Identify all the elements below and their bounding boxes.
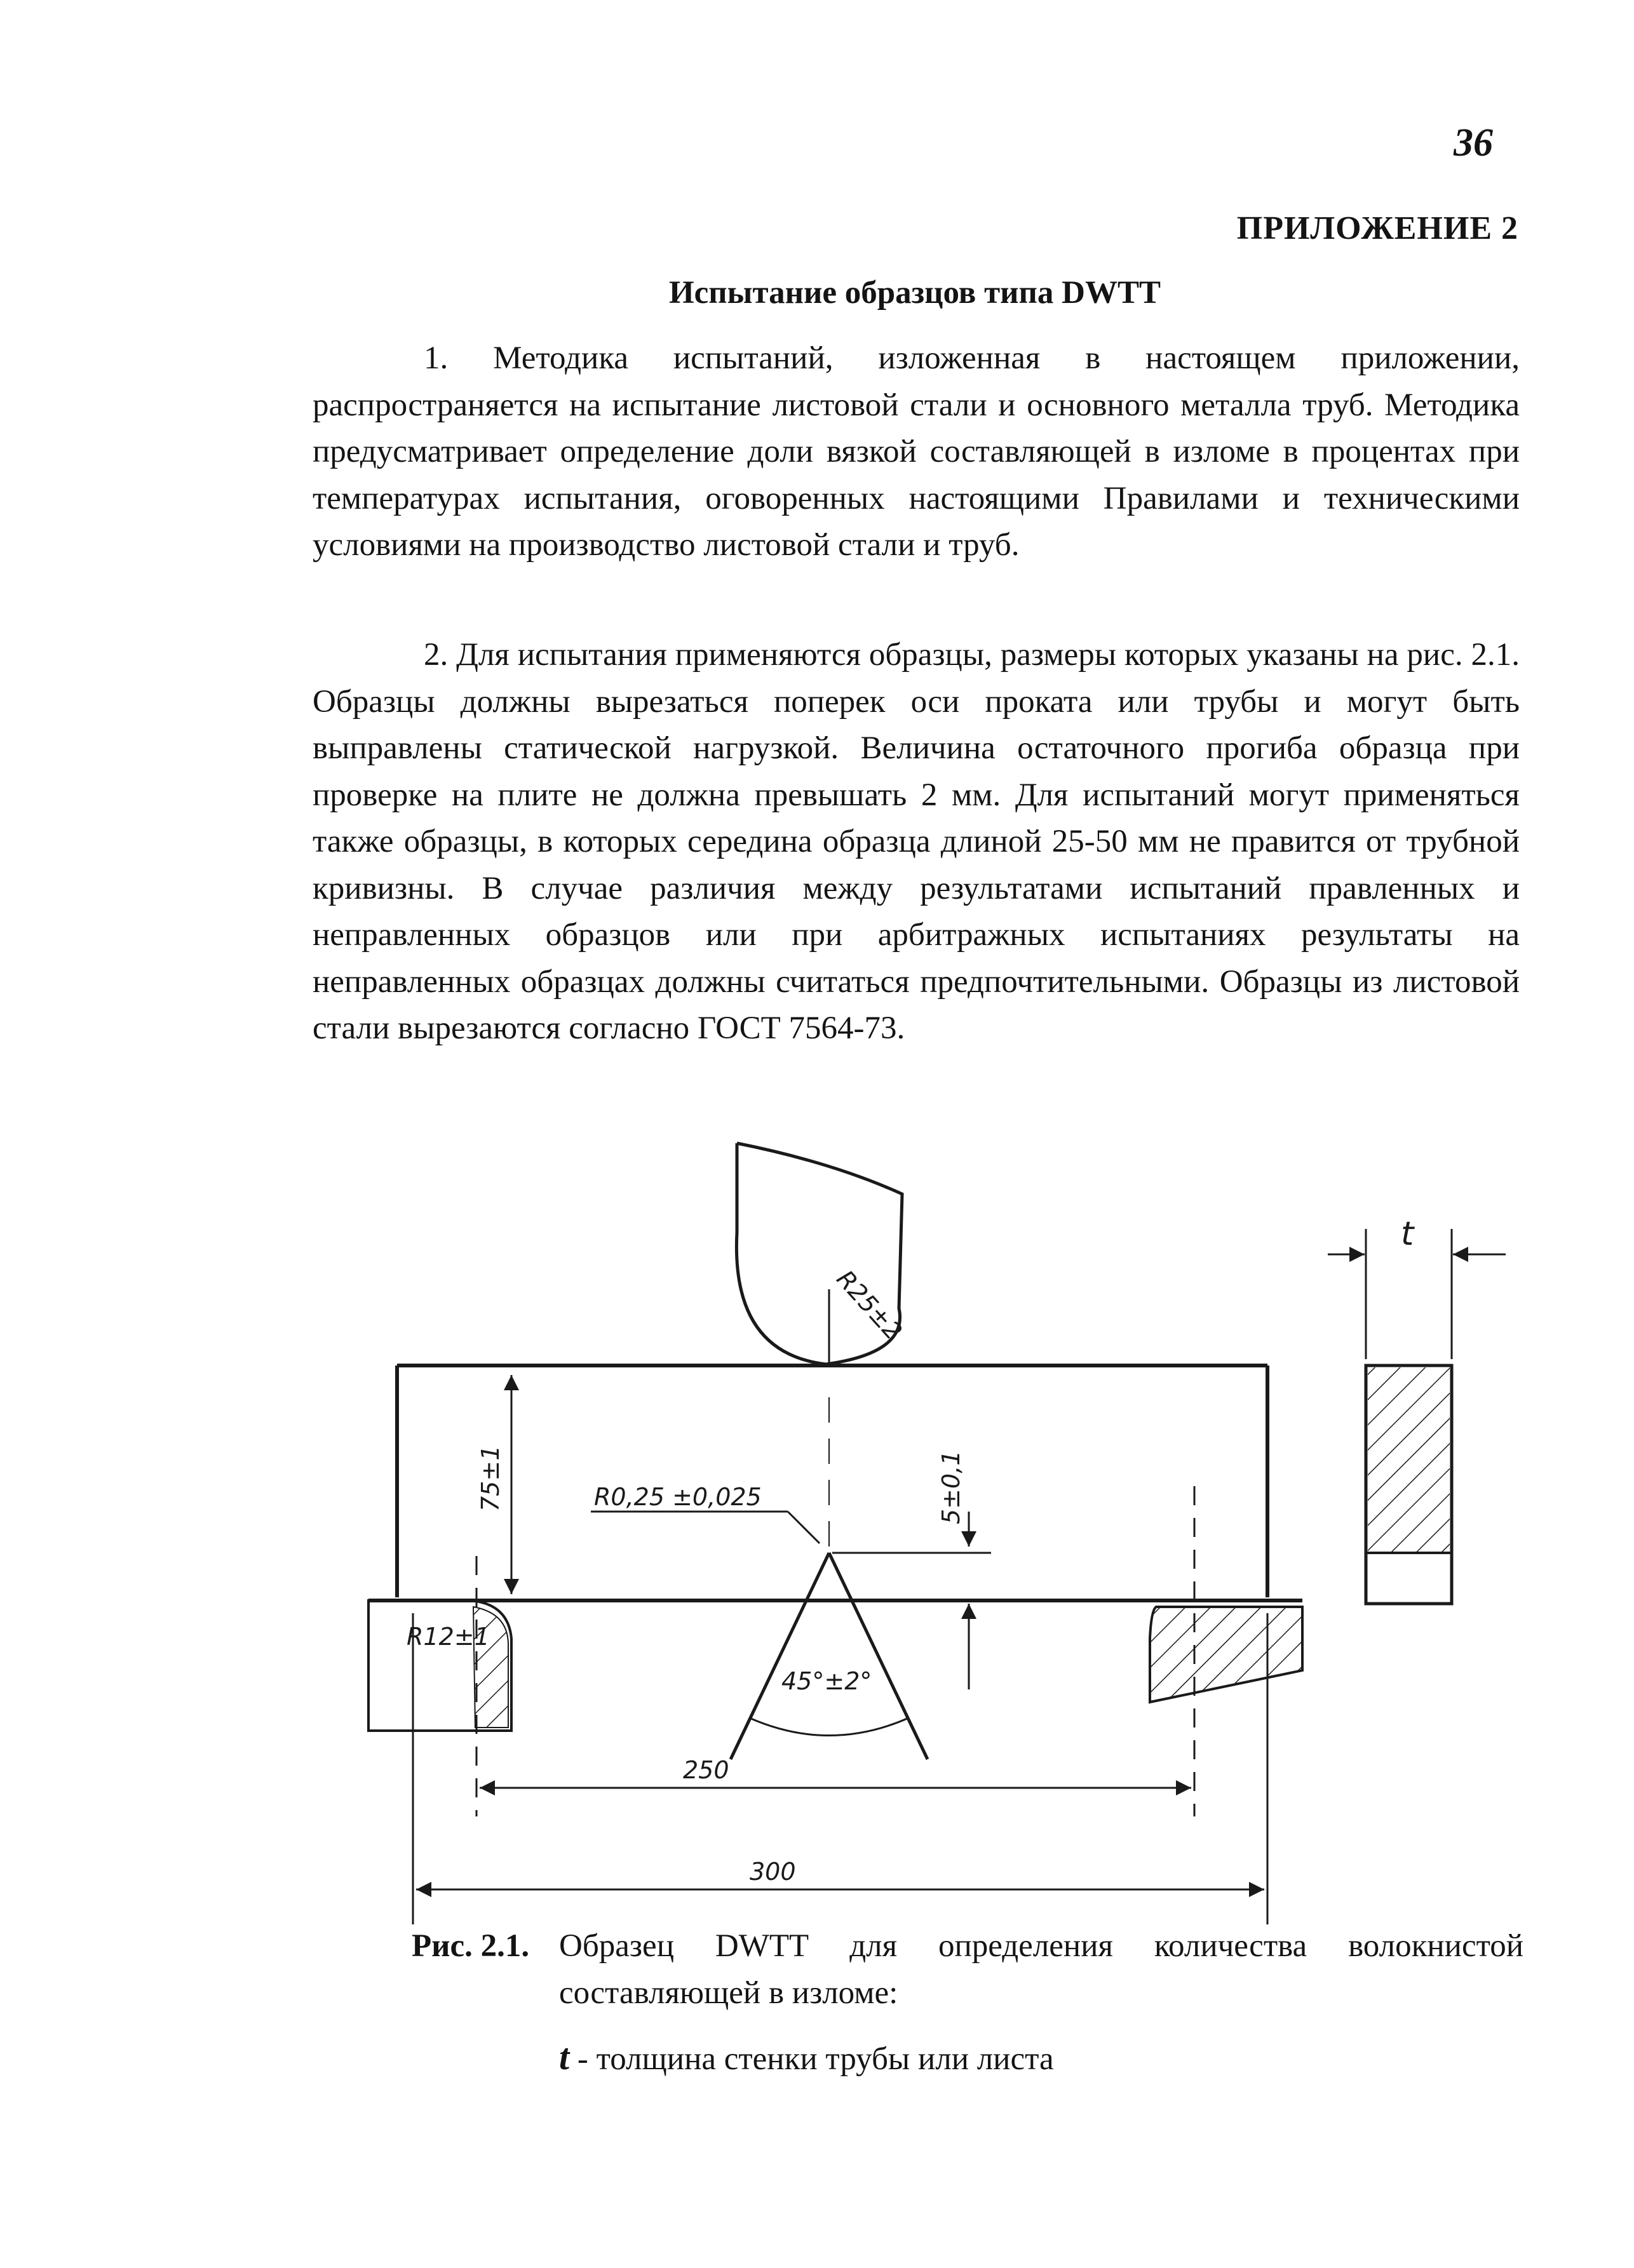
dim-support-radius: R12±1: [407, 1623, 490, 1651]
notch: [731, 1397, 928, 1759]
caption-text: Образец DWTT для определения количества волокнистой составляющей в изломе:: [559, 1928, 1523, 2011]
page-number: 36: [1454, 121, 1493, 164]
dim-notch-radius: R0,25 ±0,025: [594, 1483, 762, 1511]
dim-notch-depth: 5±0,1: [937, 1450, 965, 1524]
legend-text: - толщина стенки трубы или листа: [577, 2041, 1054, 2077]
appendix-heading: ПРИЛОЖЕНИЕ 2: [1236, 210, 1518, 246]
section-title: Испытание образцов типа DWTT: [668, 275, 1161, 311]
thickness-section: [1328, 1229, 1506, 1604]
dim-notch-angle: 45°±2°: [781, 1667, 872, 1695]
figure-legend: [559, 2036, 1054, 2078]
dim-thickness: t: [1401, 1215, 1414, 1253]
legend-symbol: t: [559, 2036, 570, 2077]
dim-span: 250: [683, 1756, 729, 1784]
right-support: [1150, 1607, 1302, 1702]
dimension-lines: [413, 1375, 1267, 1924]
left-support: [368, 1600, 511, 1731]
dim-striker-radius: R25±2: [831, 1265, 908, 1346]
paragraph-2-text: 2. Для испытания применяются образцы, размеры которых указаны на рис. 2.1. Образцы должны вырезаться поперек оси проката или трубы и могут быть выправлены статической нагрузкой. Величина остаточного прогиба образца при проверке на плите не должна превышать 2 мм. Для испытаний могут применяться также образцы, в которых середина образца длиной 25-50 мм не правится от трубной кривизны. В случае различия между результатами испытаний правленных и неправленных образцов или при арбитражных испытаниях результаты на неправленных образцах должны считаться предпочтительными. Образцы из листовой стали вырезаются согласно ГОСТ 7564-73.: [313, 637, 1520, 1046]
dim-length: 300: [750, 1858, 796, 1886]
paragraph-1-text: 1. Методика испытаний, изложенная в настоящем приложении, распространяется на испытание листовой стали и основного металла труб. Методика предусматривает определение доли вязкой составляющей в изломе в процентах при температурах испытания, оговоренных настоящими Правилами и техническими условиями на производство листовой стали и труб.: [313, 340, 1520, 563]
caption-label: Рис. 2.1.: [412, 1928, 530, 1964]
figure-caption: [412, 1922, 1523, 2016]
dim-height: 75±1: [476, 1445, 504, 1512]
